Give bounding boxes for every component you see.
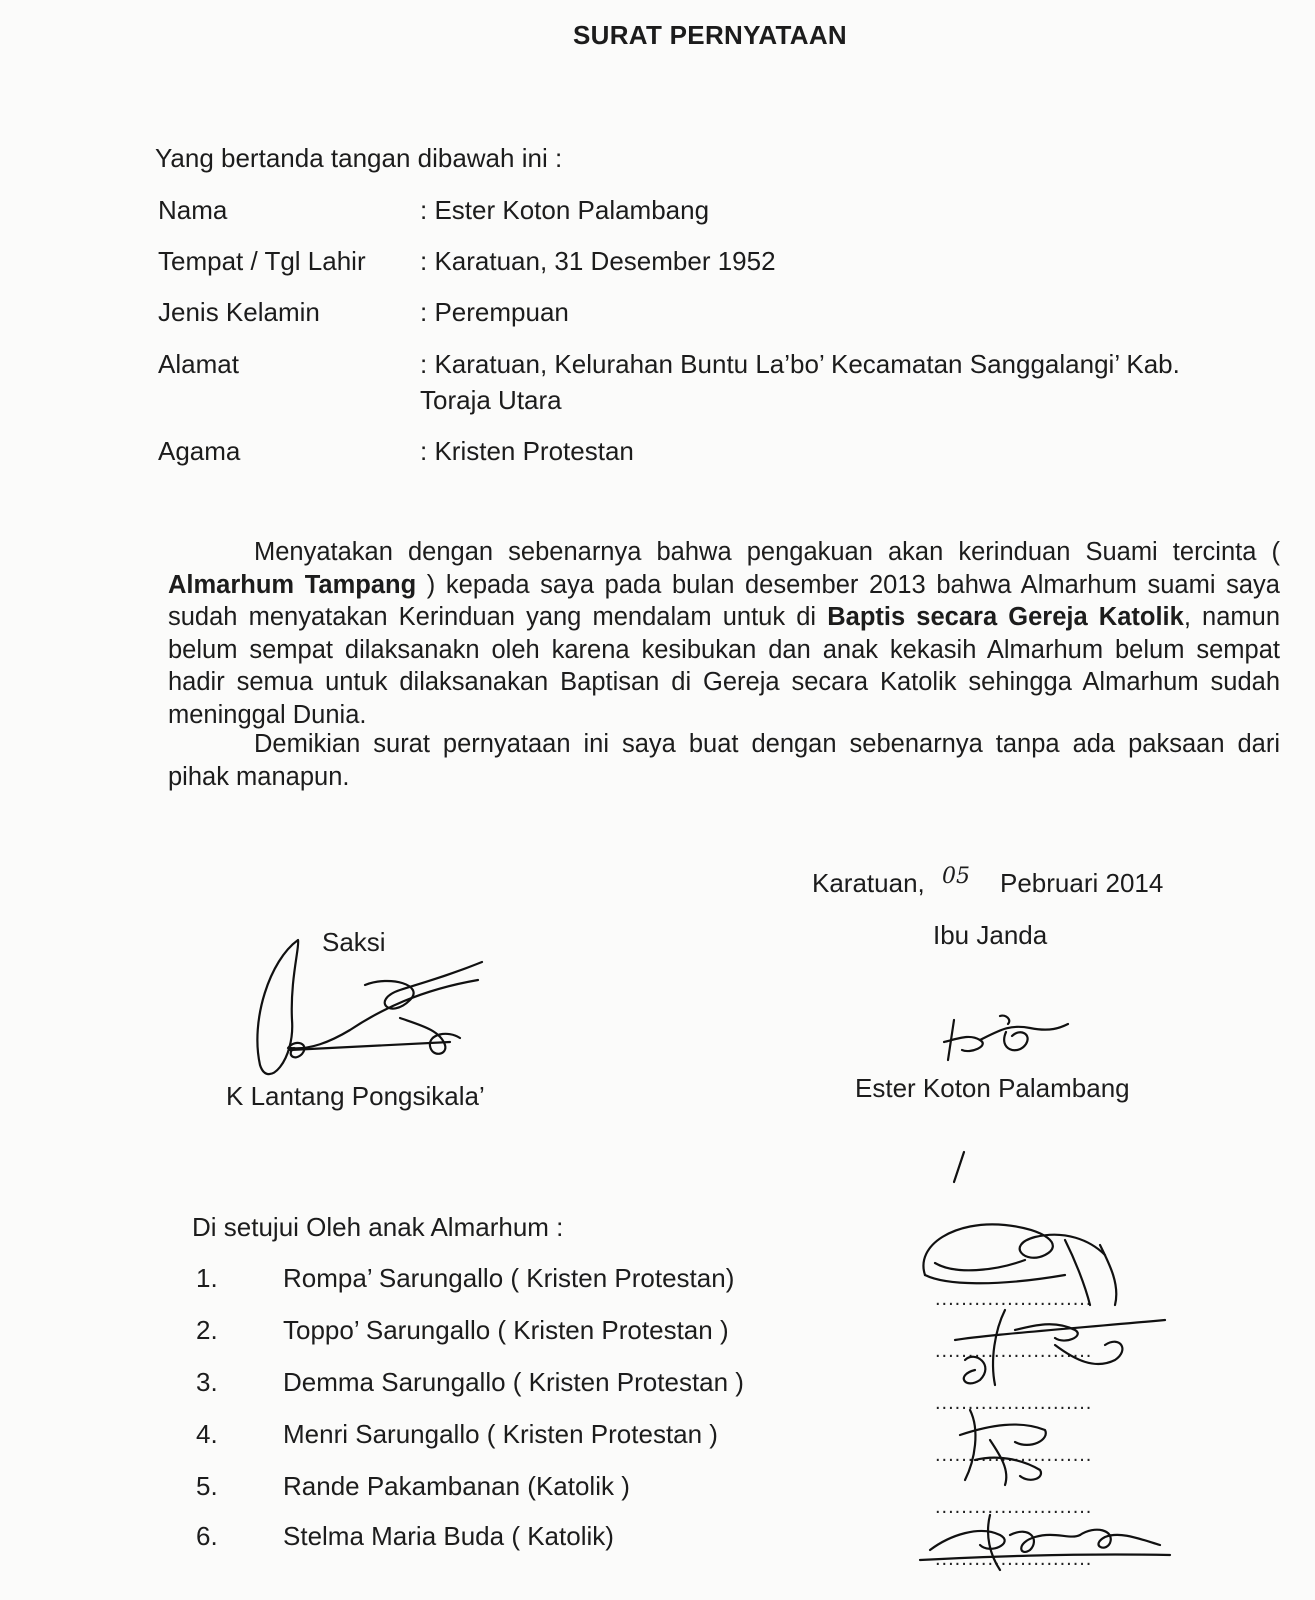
- month-year-text: Pebruari 2014: [1000, 868, 1164, 898]
- child-signature-3: [950, 1400, 1070, 1490]
- child-name: Rande Pakambanan (Katolik ): [283, 1471, 630, 1501]
- field-label-nama: Nama: [158, 195, 228, 225]
- signature-line: ........................: [935, 1548, 1093, 1570]
- field-value-birth: : Karatuan, 31 Desember 1952: [420, 246, 776, 276]
- pen-stroke-mark: [950, 1148, 970, 1188]
- child-number: 2.: [196, 1315, 218, 1345]
- child-name: Toppo’ Sarungallo ( Kristen Protestan ): [283, 1315, 729, 1345]
- child-number: 3.: [196, 1367, 218, 1397]
- child-number: 4.: [196, 1419, 218, 1449]
- child-name: Stelma Maria Buda ( Katolik): [283, 1521, 614, 1551]
- field-value-nama: : Ester Koton Palambang: [420, 195, 710, 225]
- deceased-name: Almarhum Tampang: [168, 570, 417, 599]
- field-label-religion: Agama: [158, 436, 241, 466]
- child-signature-2: [935, 1290, 1175, 1400]
- child-number: 6.: [196, 1521, 218, 1551]
- field-value-address-cont: Toraja Utara: [420, 385, 562, 415]
- field-label-address: Alamat: [158, 349, 239, 379]
- handwritten-day: 05: [942, 864, 970, 889]
- field-label-birth: Tempat / Tgl Lahir: [158, 246, 366, 276]
- witness-role: Saksi: [322, 927, 386, 957]
- widow-signature: [940, 1010, 1080, 1070]
- approval-heading: Di setujui Oleh anak Almarhum :: [192, 1212, 564, 1242]
- closing-paragraph: Demikian surat pernyataan ini saya buat dengan sebenarnya tanpa ada paksaan dari pihak manapun.: [168, 730, 1280, 791]
- child-number: 1.: [196, 1263, 218, 1293]
- child-number: 5.: [196, 1471, 218, 1501]
- baptism-phrase: Baptis secara Gereja Katolik: [827, 603, 1184, 631]
- child-name: Menri Sarungallo ( Kristen Protestan ): [283, 1419, 718, 1449]
- signature-line: ........................: [935, 1496, 1093, 1518]
- statement-paragraph: Menyatakan dengan sebenarnya bahwa pengakuan akan kerinduan Suami tercinta ( Almarhum Tampang ) kepada saya pada bulan desember 2013 bahwa Almarhum suami saya sudah menyatakan Kerinduan yang mendalam untuk di Baptis secara Gereja Katolik, namun belum sempat dilaksanakn oleh karena kesibukan dan anak kekasih Almarhum belum sempat hadir semua untuk dilaksanakan Baptisan di Gereja secara Katolik sehingga Almarhum sudah meninggal Dunia.: [168, 538, 1281, 729]
- signature-line: ........................: [935, 1288, 1093, 1310]
- signature-line: ........................: [935, 1444, 1093, 1466]
- widow-name: Ester Koton Palambang: [855, 1073, 1130, 1103]
- widow-role: Ibu Janda: [933, 920, 1048, 950]
- witness-name: K Lantang Pongsikala’: [226, 1081, 485, 1111]
- signature-line: ........................: [935, 1340, 1093, 1362]
- witness-signature: [250, 930, 520, 1090]
- child-signature-4: [920, 1495, 1180, 1575]
- field-value-address: : Karatuan, Kelurahan Buntu La’bo’ Kecamatan Sanggalangi’ Kab.: [420, 349, 1180, 379]
- intro-text: Yang bertanda tangan dibawah ini :: [155, 143, 563, 173]
- child-name: Rompa’ Sarungallo ( Kristen Protestan): [283, 1263, 735, 1293]
- field-label-gender: Jenis Kelamin: [158, 297, 320, 327]
- document-title: SURAT PERNYATAAN: [573, 20, 847, 50]
- place-text: Karatuan,: [812, 868, 925, 898]
- field-value-gender: : Perempuan: [420, 297, 569, 327]
- field-value-religion: : Kristen Protestan: [420, 436, 634, 466]
- signature-line: ........................: [935, 1392, 1093, 1414]
- child-name: Demma Sarungallo ( Kristen Protestan ): [283, 1367, 744, 1397]
